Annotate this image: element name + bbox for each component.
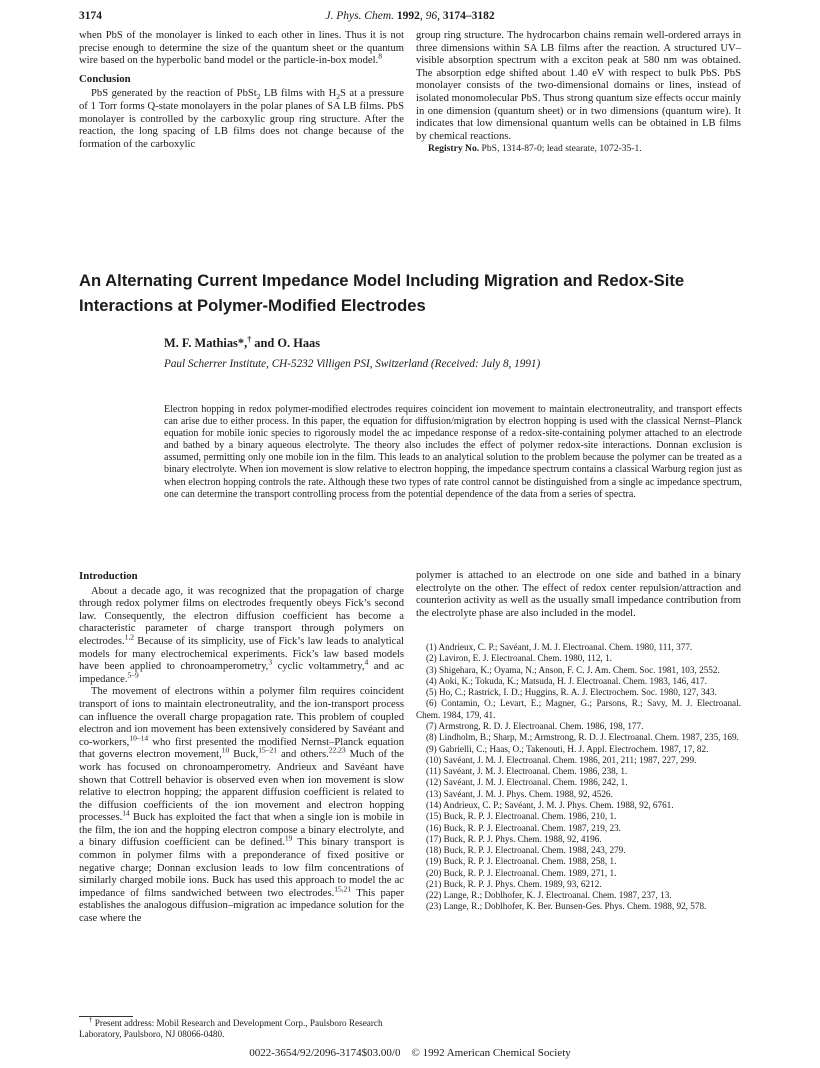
conclusion-heading: Conclusion bbox=[79, 72, 131, 85]
introduction-continued: polymer is attached to an electrode on one side and bathed in a binary electrolyte on the other. The effect of redox center repulsion/attraction and counterion activity as well as the usually small impedance contribution from the electrolyte phase are also included in the model. bbox=[416, 570, 741, 619]
reference-item: (5) Ho, C.; Rastrick, I. D.; Huggins, R. A. J. Electrochem. Soc. 1980, 127, 343. bbox=[426, 687, 717, 698]
page-footer bbox=[0, 1047, 820, 1059]
reference-item: (7) Armstrong, R. D. J. Electroanal. Chem. 1986, 198, 177. bbox=[426, 720, 644, 731]
article-code: 0022-3654/92/2096-3174$03.00/0 bbox=[249, 1047, 401, 1059]
prev-article-left-column bbox=[79, 30, 404, 151]
registry-numbers: Registry No. PbS, 1314-87-0; lead stearate, 1072-35-1. bbox=[428, 143, 642, 155]
reference-item: (23) Lange, R.; Doblhofer, K. Ber. Bunsen-Ges. Phys. Chem. 1988, 92, 578. bbox=[426, 901, 707, 912]
prev-article-paragraph: when PbS of the monolayer is linked to each other in lines. Thus it is not precise enough to determine the size of the quantum sheet or the quantum wire based on the hyperbolic band model or the particle-in-box model.$^8$ bbox=[79, 30, 404, 67]
author-footnote: † Present address: Mobil Research and Development Corp., Paulsboro Research Laboratory, Paulsboro, NJ 08066-0480. bbox=[79, 1015, 383, 1039]
reference-item: (4) Aoki, K.; Tokuda, K.; Matsuda, H. J. Electroanal. Chem. 1983, 146, 417. bbox=[426, 675, 707, 686]
reference-item: (16) Buck, R. P. J. Electroanal. Chem. 1987, 219, 23. bbox=[426, 822, 621, 833]
reference-item: (18) Buck, R. P. J. Electroanal. Chem. 1988, 243, 279. bbox=[426, 845, 626, 856]
reference-item: (6) Contamin, O.; Levart, E.; Magner, G.; Parsons, R.; Savy, M. J. Electroanal. Chem. 1984, 179, 41. bbox=[416, 698, 741, 720]
reference-item: (8) Lindholm, B.; Sharp, M.; Armstrong, R. D. J. Electroanal. Chem. 1987, 235, 169. bbox=[426, 732, 739, 743]
copyright-notice: © 1992 American Chemical Society bbox=[411, 1047, 571, 1059]
reference-item: (9) Gabrielli, C.; Haas, O.; Takenouti, H. J. Appl. Electrochem. 1987, 17, 82. bbox=[426, 743, 709, 754]
running-header bbox=[79, 10, 741, 26]
reference-item: (10) Savéant, J. M. J. Electroanal. Chem. 1986, 201, 211; 1987, 227, 299. bbox=[426, 754, 697, 765]
conclusion-paragraph: PbS generated by the reaction of PbSt$_2$ LB films with $H_2S$ at a pressure of 1 Torr forms Q-state monolayers in the polar planes of SA LB films. PbS monolayer is controlled by the carboxylic group ring structure. After the reaction, the long spacing of LB films does not change because of the formation of the carboxylic bbox=[79, 88, 404, 150]
reference-item: (14) Andrieux, C. P.; Savéant, J. M. J. Phys. Chem. 1988, 92, 6761. bbox=[426, 799, 674, 810]
reference-item: (13) Savéant, J. M. J. Phys. Chem. 1988, 92, 4526. bbox=[426, 788, 613, 799]
reference-item: (22) Lange, R.; Doblhofer, K. J. Electroanal. Chem. 1987, 237, 13. bbox=[426, 890, 672, 901]
reference-item: (15) Buck, R. P. J. Electroanal. Chem. 1986, 210, 1. bbox=[426, 811, 617, 822]
reference-item: (17) Buck, R. P. J. Phys. Chem. 1988, 92, 4196. bbox=[426, 833, 602, 844]
prev-article-right-column bbox=[416, 30, 741, 156]
reference-item: (19) Buck, R. P. J. Electroanal. Chem. 1988, 258, 1. bbox=[426, 856, 617, 867]
introduction-left-column bbox=[79, 570, 404, 926]
reference-list bbox=[416, 642, 741, 913]
reference-item: (12) Savéant, J. M. J. Electroanal. Chem. 1986, 242, 1. bbox=[426, 777, 628, 788]
introduction-paragraph-1: About a decade ago, it was recognized that the propagation of charge through redox polymer films on electrodes frequently obeys Fick’s second law. Consequently, the electron diffusion coefficient has become a characteristic parameter of charge transport through polymers on electrodes.$^{1,2}$ Because of its simplicity, use of Fick’s law leads to analytical models for many electrochemical experiments. Fick’s law based models have been applied to chronoamperometry,$^3$ cyclic voltammetry,$^4$ and ac impedance.$^{5-9}$ bbox=[79, 585, 404, 685]
reference-item: (21) Buck, R. P. J. Phys. Chem. 1989, 93, 6212. bbox=[426, 878, 602, 889]
footnote-rule bbox=[79, 1016, 133, 1017]
article-title: An Alternating Current Impedance Model Including Migration and Redox-Site Interactions at Polymer-Modified Electrodes bbox=[79, 271, 685, 315]
conclusion-continued: group ring structure. The hydrocarbon chains remain well-ordered arrays in three dimensions within SA LB films after the reaction. A structured UV–visible absorption spectrum with a exciton peak at 580 nm was obtained. The absorption edge shifted about 1.40 eV with respect to bulk PbS. PbS monolayer consists of the two-dimensional domains or lines, instead of isolated monomolecular PbS. Thus strong quantum size effects occur mainly in one dimension (quantum sheet) or in two dimensions (quantum wire). It indicates that low dimensional quantum wells can be obtained in LB films by chemical reactions. bbox=[416, 30, 742, 142]
article-abstract: Electron hopping in redox polymer-modified electrodes requires coincident ion movement to maintain electroneutrality, and transport effects can arise due to either process. In this paper, the equation for diffusion/migration by electron hopping is used with the classical Nernst–Planck equation for mobile ionic species to rigorously model the ac impedance response of a redox-site-containing polymer attached to an electrode and bathed by a binary aqueous electrolyte. The theory also includes the effect of polymer redox-site interactions. Donnan exclusion is assumed, permitting only one mobile ion in the film. This leads to an analytical solution to the problem because the polymer can be treated as a binary electrolyte. When ion movement is slow relative to electron hopping, the impedance spectrum contains a classical Warburg region just as when electron hopping controls the rate. Although these two types of rate control cannot be distinguished from a single ac impedance spectrum, one can determine the transport controlling process from the potential dependence of the data from a series of spectra. bbox=[164, 404, 742, 500]
reference-item: (11) Savéant, J. M. J. Electroanal. Chem. 1986, 238, 1. bbox=[426, 766, 628, 777]
reference-item: (1) Andrieux, C. P.; Savéant, J. M. J. Electroanal. Chem. 1980, 111, 377. bbox=[426, 642, 693, 652]
introduction-heading: Introduction bbox=[79, 570, 138, 582]
article-authors: M. F. Mathias*,† and O. Haas bbox=[164, 334, 321, 350]
reference-item: (3) Shigehara, K.; Oyama, N.; Anson, F. C. J. Am. Chem. Soc. 1981, 103, 2552. bbox=[426, 664, 720, 675]
introduction-right-column bbox=[416, 570, 741, 620]
author-affiliation: Paul Scherrer Institute, CH-5232 Villigen PSI, Switzerland (Received: July 8, 1991) bbox=[164, 358, 541, 370]
reference-item: (20) Buck, R. P. J. Electroanal. Chem. 1989, 271, 1. bbox=[426, 867, 617, 878]
reference-item: (2) Laviron, E. J. Electroanal. Chem. 1980, 112, 1. bbox=[426, 653, 612, 664]
journal-citation: J. Phys. Chem. 1992, 96, 3174–3182 bbox=[325, 10, 495, 22]
page-number: 3174 bbox=[79, 10, 102, 22]
introduction-paragraph-2: The movement of electrons within a polymer film requires coincident transport of ions to maintain electroneutrality, and the ion-transport process can influence the overall charge propagation rate. This problem of coupled electron and ion movement has been extensively considered by Savéant and co-workers,$^{10-14}$ who first presented the modified Nernst–Planck equation that governs electron movement,$^{10}$ Buck,$^{15-21}$ and others.$^{22,23}$ Much of the work has focused on chronoamperometry. Andrieux and Savéant have shown that Cottrell behavior is observed even when ion movement is slow relative to electron hopping; the apparent diffusion coefficient is related to the diffusion coefficients of the ion movement and electron hopping processes.$^{14}$ Buck has exploited the fact that when a single ion is mobile in the film, the ion and the hopping electron compose a binary electrolyte, and a binary diffusion coefficient can be defined.$^{19}$ This binary transport is common in polymer films with a preponderance of fixed positive or negative charge; Donnan exclusion leads to low film concentrations of similarly charged mobile ions. Buck has used this approach to model the ac impedance of films sandwiched between two electrodes.$^{15,21}$ This paper establishes the analogous diffusion–migration ac impedance solution for the case where the bbox=[79, 686, 404, 925]
